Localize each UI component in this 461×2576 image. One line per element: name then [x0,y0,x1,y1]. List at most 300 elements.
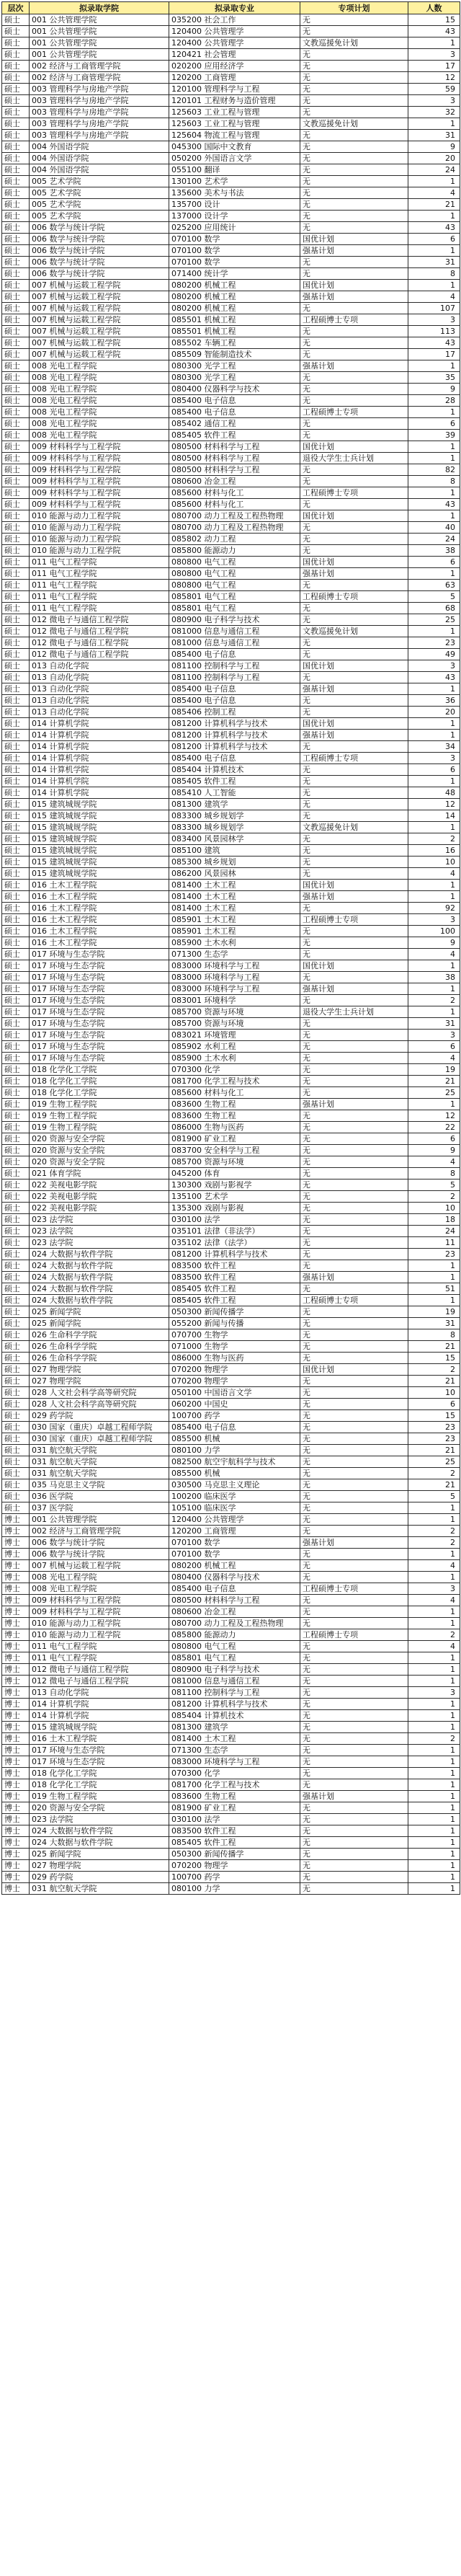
cell-level: 博士 [2,1872,30,1883]
cell-major: 081200 计算机科学与技术 [169,730,300,741]
cell-level: 硕士 [2,591,30,603]
cell-special-plan: 无 [300,1422,408,1433]
cell-college: 008 光电工程学院 [30,1572,169,1583]
cell-major: 085400 电子信息 [169,407,300,418]
cell-level: 硕士 [2,857,30,868]
cell-count: 4 [408,1053,460,1064]
cell-college: 016 土木工程学院 [30,926,169,937]
cell-level: 硕士 [2,1295,30,1306]
cell-count: 3 [408,1583,460,1595]
cell-special-plan: 无 [300,845,408,857]
cell-major: 085410 人工智能 [169,787,300,799]
cell-count: 3 [408,95,460,107]
cell-level: 硕士 [2,1018,30,1030]
table-row [2,1526,460,1537]
cell-major: 020200 应用经济学 [169,61,300,72]
cell-major: 083600 生物工程 [169,1099,300,1110]
cell-college: 006 数学与统计学院 [30,245,169,257]
cell-level: 博士 [2,1825,30,1837]
cell-college: 031 航空航天学院 [30,1445,169,1456]
cell-level: 硕士 [2,1133,30,1145]
cell-special-plan: 无 [300,1353,408,1364]
cell-count: 1 [408,1837,460,1849]
cell-major: 085400 电子信息 [169,1583,300,1595]
cell-count: 1 [408,1606,460,1618]
cell-level: 硕士 [2,1249,30,1260]
cell-level: 硕士 [2,107,30,118]
cell-major: 085502 车辆工程 [169,337,300,349]
cell-special-plan: 无 [300,303,408,314]
cell-special-plan: 无 [300,1514,408,1526]
table-row [2,1606,460,1618]
cell-count: 3 [408,914,460,926]
table-row [2,1825,460,1837]
cell-major: 135700 设计 [169,199,300,211]
table-row [2,707,460,718]
cell-special-plan: 强基计划 [300,1099,408,1110]
cell-major: 120400 公共管理学 [169,37,300,49]
cell-major: 085901 土木工程 [169,926,300,937]
cell-college: 015 建筑城规学院 [30,845,169,857]
cell-level: 博士 [2,1687,30,1699]
cell-special-plan: 无 [300,26,408,37]
table-row [2,1445,460,1456]
cell-level: 硕士 [2,1053,30,1064]
cell-count: 48 [408,787,460,799]
cell-college: 023 法学院 [30,1237,169,1249]
cell-college: 037 医学院 [30,1502,169,1514]
cell-major: 081000 信息与通信工程 [169,626,300,637]
cell-special-plan: 无 [300,1733,408,1745]
table-row [2,903,460,914]
cell-special-plan: 无 [300,1433,408,1445]
table-row [2,234,460,245]
cell-level: 硕士 [2,1214,30,1226]
table-row [2,476,460,487]
cell-major: 035102 法律（法学） [169,1237,300,1249]
cell-special-plan: 无 [300,707,408,718]
cell-major: 080800 电气工程 [169,580,300,591]
cell-college: 030 国家（重庆）卓越工程师学院 [30,1422,169,1433]
cell-special-plan: 国优计划 [300,441,408,453]
cell-special-plan: 无 [300,1179,408,1191]
table-row [2,337,460,349]
cell-level: 硕士 [2,487,30,499]
cell-major: 081700 化学工程与技术 [169,1076,300,1087]
cell-college: 013 自动化学院 [30,1687,169,1699]
cell-count: 1 [408,1549,460,1560]
cell-major: 083500 软件工程 [169,1825,300,1837]
cell-level: 硕士 [2,937,30,949]
cell-college: 016 土木工程学院 [30,937,169,949]
cell-college: 017 环境与生态学院 [30,983,169,995]
cell-special-plan: 无 [300,1768,408,1779]
cell-level: 硕士 [2,384,30,395]
cell-college: 024 大数据与软件学院 [30,1272,169,1283]
table-row [2,1468,460,1479]
cell-count: 16 [408,845,460,857]
cell-major: 050300 新闻传播学 [169,1849,300,1860]
cell-level: 硕士 [2,441,30,453]
cell-count: 5 [408,1179,460,1191]
cell-college: 015 建筑城规学院 [30,822,169,833]
cell-special-plan: 工程硕博士专项 [300,407,408,418]
cell-level: 硕士 [2,49,30,61]
cell-college: 016 土木工程学院 [30,891,169,903]
cell-level: 硕士 [2,614,30,626]
cell-special-plan: 无 [300,1376,408,1387]
cell-level: 硕士 [2,153,30,164]
cell-level: 硕士 [2,499,30,510]
table-row [2,557,460,568]
cell-level: 硕士 [2,510,30,522]
cell-major: 120421 社会管理 [169,49,300,61]
cell-special-plan: 无 [300,1214,408,1226]
table-row [2,1364,460,1376]
table-row [2,349,460,360]
table-row [2,1849,460,1860]
table-row [2,683,460,695]
cell-count: 1 [408,118,460,130]
cell-count: 1 [408,1802,460,1814]
cell-count: 17 [408,349,460,360]
table-body [2,14,460,1895]
cell-college: 011 电气工程学院 [30,591,169,603]
cell-level: 硕士 [2,545,30,557]
table-row [2,72,460,84]
table-row [2,580,460,591]
cell-level: 硕士 [2,1237,30,1249]
table-row [2,1226,460,1237]
cell-college: 013 自动化学院 [30,683,169,695]
cell-special-plan: 无 [300,1699,408,1710]
cell-level: 硕士 [2,1272,30,1283]
cell-special-plan: 无 [300,1664,408,1676]
cell-level: 硕士 [2,1064,30,1076]
cell-level: 硕士 [2,14,30,26]
cell-major: 085901 土木工程 [169,914,300,926]
cell-special-plan: 无 [300,1560,408,1572]
cell-special-plan: 无 [300,1837,408,1849]
cell-college: 005 艺术学院 [30,211,169,222]
cell-level: 硕士 [2,972,30,983]
cell-special-plan: 无 [300,1860,408,1872]
cell-special-plan: 无 [300,764,408,776]
cell-level: 硕士 [2,1203,30,1214]
cell-count: 3 [408,49,460,61]
cell-major: 055100 翻译 [169,164,300,176]
cell-special-plan: 国优计划 [300,557,408,568]
cell-major: 083500 软件工程 [169,1272,300,1283]
cell-major: 083600 生物工程 [169,1110,300,1122]
cell-count: 1 [408,626,460,637]
cell-college: 016 土木工程学院 [30,903,169,914]
table-row [2,441,460,453]
cell-major: 080900 电子科学与技术 [169,1664,300,1676]
cell-level: 硕士 [2,1468,30,1479]
table-row [2,291,460,303]
cell-major: 085700 资源与环境 [169,1156,300,1168]
header-level: 层次 [2,2,30,14]
cell-college: 020 资源与安全学院 [30,1145,169,1156]
table-row [2,822,460,833]
cell-college: 001 公共管理学院 [30,37,169,49]
cell-count: 43 [408,26,460,37]
cell-major: 081400 土木工程 [169,1733,300,1745]
cell-major: 080500 材料科学与工程 [169,453,300,464]
cell-level: 硕士 [2,822,30,833]
cell-count: 9 [408,384,460,395]
table-row [2,857,460,868]
cell-count: 8 [408,476,460,487]
table-row [2,1041,460,1053]
cell-level: 博士 [2,1768,30,1779]
cell-major: 080100 力学 [169,1445,300,1456]
cell-level: 硕士 [2,314,30,326]
admission-table [1,1,460,1895]
cell-level: 硕士 [2,903,30,914]
cell-college: 002 经济与工商管理学院 [30,1526,169,1537]
cell-level: 硕士 [2,1376,30,1387]
cell-count: 43 [408,672,460,683]
cell-college: 030 国家（重庆）卓越工程师学院 [30,1433,169,1445]
cell-special-plan: 国优计划 [300,234,408,245]
table-row [2,372,460,384]
cell-level: 博士 [2,1756,30,1768]
cell-level: 硕士 [2,672,30,683]
cell-special-plan: 无 [300,1226,408,1237]
cell-count: 21 [408,199,460,211]
cell-college: 025 新闻学院 [30,1306,169,1318]
cell-special-plan: 无 [300,649,408,660]
cell-level: 硕士 [2,130,30,141]
cell-special-plan: 无 [300,176,408,187]
cell-level: 博士 [2,1629,30,1641]
cell-special-plan: 无 [300,1526,408,1537]
cell-count: 8 [408,1329,460,1341]
cell-college: 007 机械与运载工程学院 [30,349,169,360]
cell-college: 014 计算机学院 [30,730,169,741]
cell-college: 018 化学化工学院 [30,1064,169,1076]
cell-count: 59 [408,84,460,95]
table-row [2,1203,460,1214]
cell-college: 031 航空航天学院 [30,1468,169,1479]
cell-college: 005 艺术学院 [30,176,169,187]
cell-level: 博士 [2,1699,30,1710]
cell-special-plan: 国优计划 [300,960,408,972]
table-row [2,453,460,464]
cell-major: 081400 土木工程 [169,903,300,914]
cell-level: 硕士 [2,1433,30,1445]
cell-college: 013 自动化学院 [30,672,169,683]
cell-major: 085509 智能制造技术 [169,349,300,360]
cell-college: 010 能源与动力工程学院 [30,534,169,545]
table-row [2,464,460,476]
cell-count: 1 [408,1756,460,1768]
cell-level: 硕士 [2,730,30,741]
cell-count: 22 [408,1122,460,1133]
table-row [2,1514,460,1526]
cell-college: 017 环境与生态学院 [30,1018,169,1030]
cell-major: 085500 机械 [169,1433,300,1445]
cell-college: 012 微电子与通信工程学院 [30,649,169,660]
cell-count: 28 [408,395,460,407]
cell-level: 博士 [2,1537,30,1549]
cell-major: 070200 物理学 [169,1376,300,1387]
cell-major: 080600 冶金工程 [169,1606,300,1618]
table-row [2,1652,460,1664]
table-row [2,430,460,441]
table-row [2,591,460,603]
cell-special-plan: 无 [300,741,408,753]
cell-major: 085405 软件工程 [169,1283,300,1295]
cell-major: 085801 电气工程 [169,603,300,614]
cell-major: 081400 土木工程 [169,891,300,903]
cell-count: 1 [408,176,460,187]
cell-special-plan: 国优计划 [300,718,408,730]
cell-major: 080700 动力工程及工程热物理 [169,510,300,522]
table-row [2,1306,460,1318]
cell-count: 6 [408,1399,460,1410]
table-row [2,141,460,153]
cell-college: 024 大数据与软件学院 [30,1837,169,1849]
cell-special-plan: 国优计划 [300,660,408,672]
cell-count: 12 [408,799,460,810]
cell-level: 硕士 [2,845,30,857]
header-college: 拟录取学院 [30,2,169,14]
cell-major: 081700 化学工程与技术 [169,1779,300,1791]
cell-level: 博士 [2,1595,30,1606]
cell-special-plan: 无 [300,614,408,626]
cell-count: 1 [408,1872,460,1883]
cell-major: 055200 新闻与传播 [169,1318,300,1329]
cell-special-plan: 无 [300,903,408,914]
cell-level: 硕士 [2,1099,30,1110]
cell-level: 硕士 [2,245,30,257]
cell-major: 071400 统计学 [169,268,300,280]
table-row [2,1629,460,1641]
cell-college: 024 大数据与软件学院 [30,1249,169,1260]
cell-major: 081300 建筑学 [169,799,300,810]
cell-level: 硕士 [2,1491,30,1502]
cell-level: 硕士 [2,1422,30,1433]
cell-level: 硕士 [2,187,30,199]
cell-college: 010 能源与动力工程学院 [30,1629,169,1641]
cell-level: 硕士 [2,833,30,845]
cell-major: 085400 电子信息 [169,1422,300,1433]
cell-level: 硕士 [2,660,30,672]
table-row [2,949,460,960]
cell-level: 硕士 [2,534,30,545]
cell-count: 100 [408,926,460,937]
table-row [2,1422,460,1433]
cell-special-plan: 无 [300,1802,408,1814]
cell-major: 070100 数学 [169,1537,300,1549]
cell-major: 120200 工商管理 [169,1526,300,1537]
cell-count: 25 [408,614,460,626]
cell-major: 070200 物理学 [169,1364,300,1376]
table-row [2,1318,460,1329]
table-row [2,1191,460,1203]
cell-major: 085900 土木水利 [169,1053,300,1064]
cell-special-plan: 无 [300,857,408,868]
cell-major: 135100 艺术学 [169,1191,300,1203]
table-row [2,1699,460,1710]
cell-count: 1 [408,880,460,891]
table-row [2,222,460,234]
header-count: 人数 [408,2,460,14]
cell-special-plan: 无 [300,349,408,360]
table-row [2,487,460,499]
cell-special-plan: 无 [300,1318,408,1329]
cell-college: 017 环境与生态学院 [30,995,169,1006]
cell-college: 007 机械与运载工程学院 [30,1560,169,1572]
cell-special-plan: 强基计划 [300,360,408,372]
table-row [2,1376,460,1387]
cell-level: 博士 [2,1676,30,1687]
cell-college: 014 计算机学院 [30,1710,169,1722]
cell-level: 硕士 [2,407,30,418]
cell-special-plan: 无 [300,1722,408,1733]
cell-special-plan: 无 [300,534,408,545]
cell-special-plan: 无 [300,1329,408,1341]
cell-major: 080200 机械工程 [169,1560,300,1572]
cell-level: 博士 [2,1745,30,1756]
table-row [2,1537,460,1549]
cell-count: 24 [408,164,460,176]
cell-college: 004 外国语学院 [30,164,169,176]
cell-college: 024 大数据与软件学院 [30,1295,169,1306]
cell-level: 博士 [2,1733,30,1745]
cell-college: 014 计算机学院 [30,1699,169,1710]
cell-special-plan: 无 [300,1745,408,1756]
table-row [2,280,460,291]
cell-special-plan: 无 [300,868,408,880]
cell-college: 008 光电工程学院 [30,384,169,395]
cell-level: 硕士 [2,199,30,211]
cell-count: 1 [408,1722,460,1733]
cell-special-plan: 无 [300,1825,408,1837]
cell-college: 027 物理学院 [30,1376,169,1387]
cell-count: 10 [408,857,460,868]
table-row [2,37,460,49]
cell-major: 085405 软件工程 [169,1295,300,1306]
table-row [2,384,460,395]
cell-college: 006 数学与统计学院 [30,1537,169,1549]
cell-level: 硕士 [2,360,30,372]
cell-level: 硕士 [2,695,30,707]
table-row [2,61,460,72]
cell-count: 1 [408,718,460,730]
cell-level: 硕士 [2,626,30,637]
cell-college: 022 美视电影学院 [30,1179,169,1191]
cell-college: 007 机械与运载工程学院 [30,337,169,349]
cell-major: 085900 土木水利 [169,937,300,949]
cell-major: 081200 计算机科学与技术 [169,1699,300,1710]
cell-count: 25 [408,1087,460,1099]
cell-level: 硕士 [2,141,30,153]
cell-college: 007 机械与运载工程学院 [30,303,169,314]
cell-special-plan: 无 [300,1641,408,1652]
cell-special-plan: 国优计划 [300,280,408,291]
cell-level: 硕士 [2,1087,30,1099]
table-row [2,1076,460,1087]
cell-count: 38 [408,972,460,983]
table-row [2,1353,460,1364]
cell-college: 007 机械与运载工程学院 [30,291,169,303]
cell-major: 081900 矿业工程 [169,1133,300,1145]
cell-count: 3 [408,1687,460,1699]
